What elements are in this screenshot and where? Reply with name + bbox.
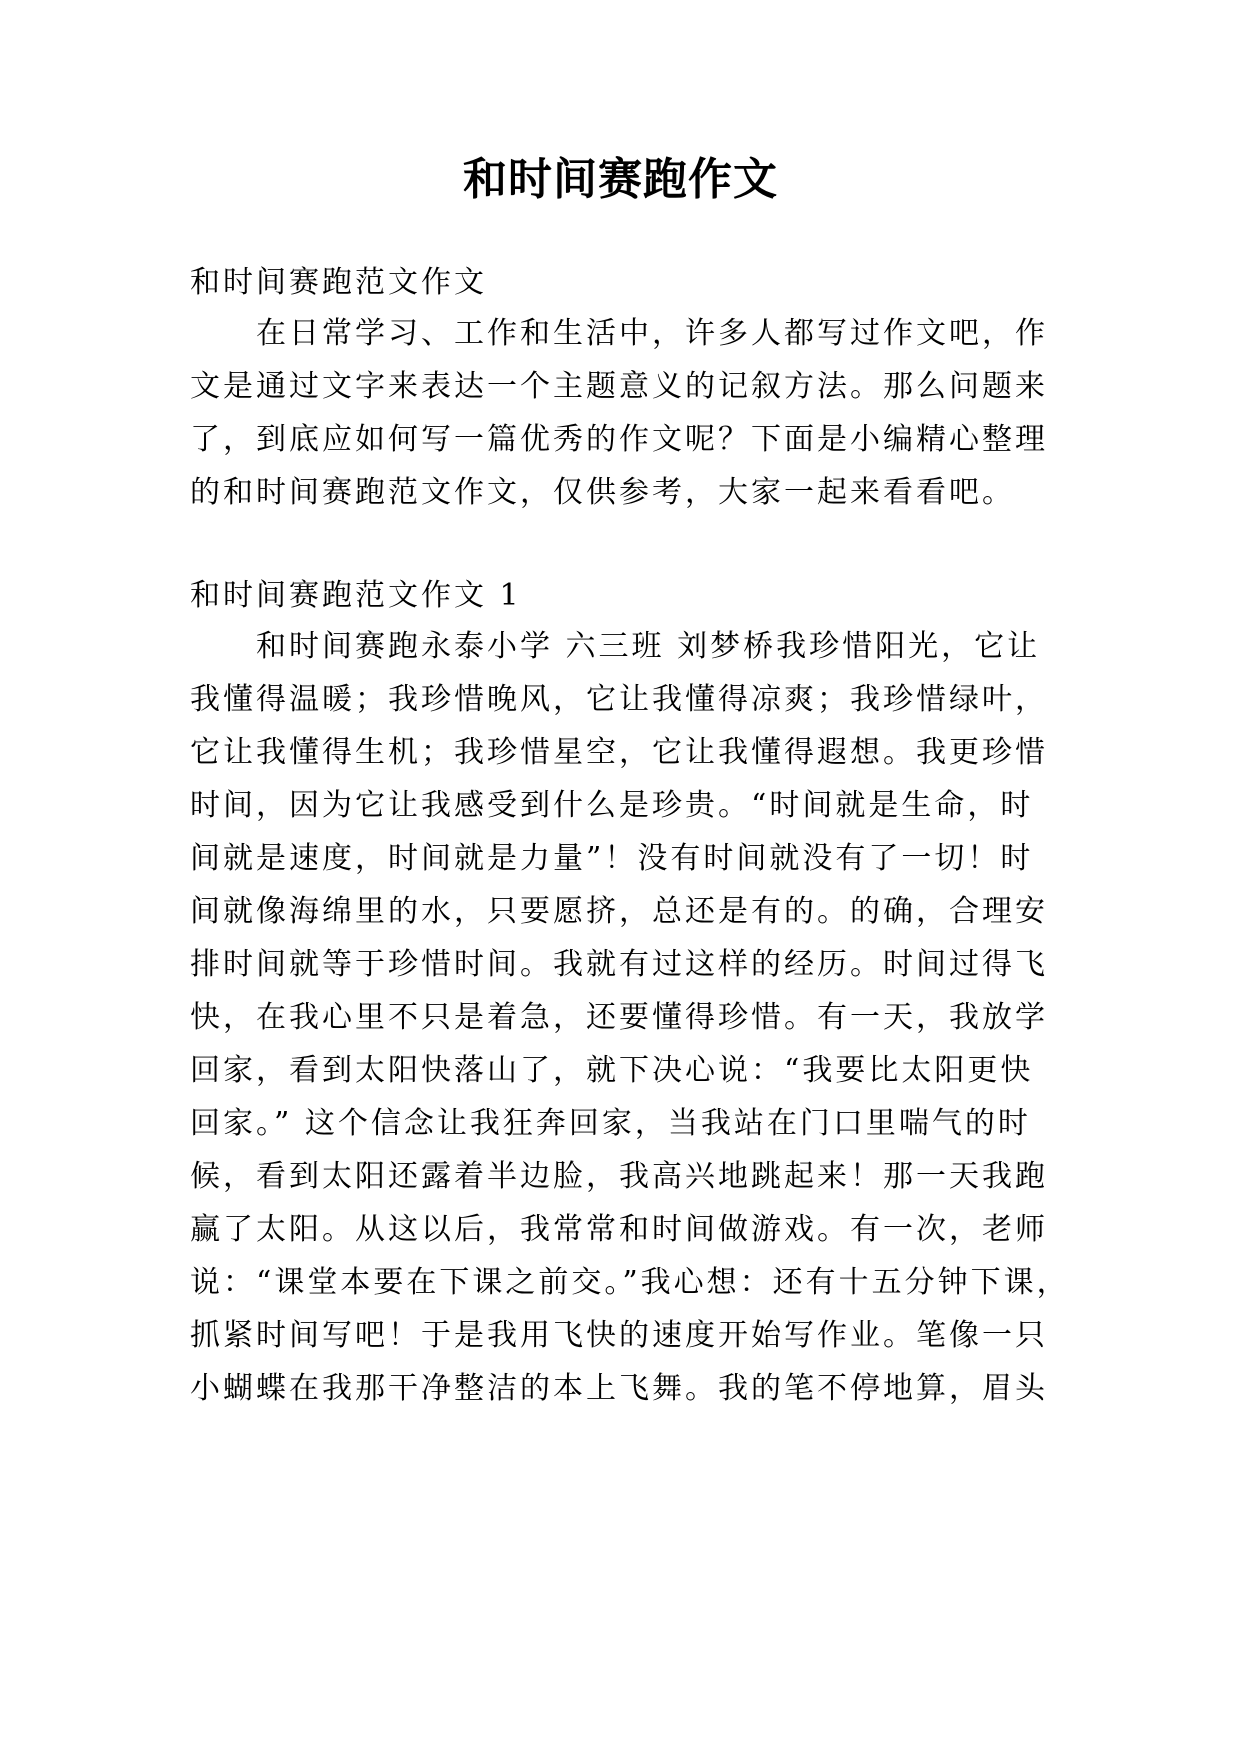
essay1-line: 候，看到太阳还露着半边脸，我高兴地跳起来！那一天我跑 xyxy=(190,1159,1048,1194)
essay1-line: 快，在我心里不只是着急，还要懂得珍惜。有一天，我放学 xyxy=(190,1000,1048,1035)
intro-line: 文是通过文字来表达一个主题意义的记叙方法。那么问题来 xyxy=(190,369,1048,404)
essay1-line: 赢了太阳。从这以后，我常常和时间做游戏。有一次，老师 xyxy=(190,1212,1048,1247)
essay1-line: 我懂得温暖；我珍惜晚风，它让我懂得凉爽；我珍惜绿叶， xyxy=(190,682,1048,717)
essay1-line: 回家，看到太阳快落山了，就下决心说：“我要比太阳更快 xyxy=(190,1053,1034,1088)
essay1-line: 说：“课堂本要在下课之前交。”我心想：还有十五分钟下课， xyxy=(190,1265,1070,1300)
essay1-line: 和时间赛跑永泰小学 六三班 刘梦桥我珍惜阳光，它让 xyxy=(256,629,1041,664)
essay1-line: 间就像海绵里的水，只要愿挤，总还是有的。的确，合理安 xyxy=(190,894,1048,929)
essay1-line: 时间，因为它让我感受到什么是珍贵。“时间就是生命，时 xyxy=(190,788,1034,823)
essay1-heading: 和时间赛跑范文作文 1 xyxy=(190,578,522,613)
essay1-line: 小蝴蝶在我那干净整洁的本上飞舞。我的笔不停地算，眉头 xyxy=(190,1371,1048,1406)
essay1-line: 抓紧时间写吧！于是我用飞快的速度开始写作业。笔像一只 xyxy=(190,1318,1048,1353)
intro-line: 了，到底应如何写一篇优秀的作文呢？下面是小编精心整理 xyxy=(190,422,1048,457)
intro-heading: 和时间赛跑范文作文 xyxy=(190,265,487,300)
essay1-line: 排时间就等于珍惜时间。我就有过这样的经历。时间过得飞 xyxy=(190,947,1048,982)
document-title: 和时间赛跑作文 xyxy=(463,154,778,205)
essay1-line: 它让我懂得生机；我珍惜星空，它让我懂得遐想。我更珍惜 xyxy=(190,735,1048,770)
essay1-line: 间就是速度，时间就是力量”！没有时间就没有了一切！时 xyxy=(190,841,1034,876)
essay1-line: 回家。” 这个信念让我狂奔回家，当我站在门口里喘气的时 xyxy=(190,1106,1031,1141)
intro-line: 的和时间赛跑范文作文，仅供参考，大家一起来看看吧。 xyxy=(190,475,1015,510)
intro-line: 在日常学习、工作和生活中，许多人都写过作文吧，作 xyxy=(256,316,1048,351)
